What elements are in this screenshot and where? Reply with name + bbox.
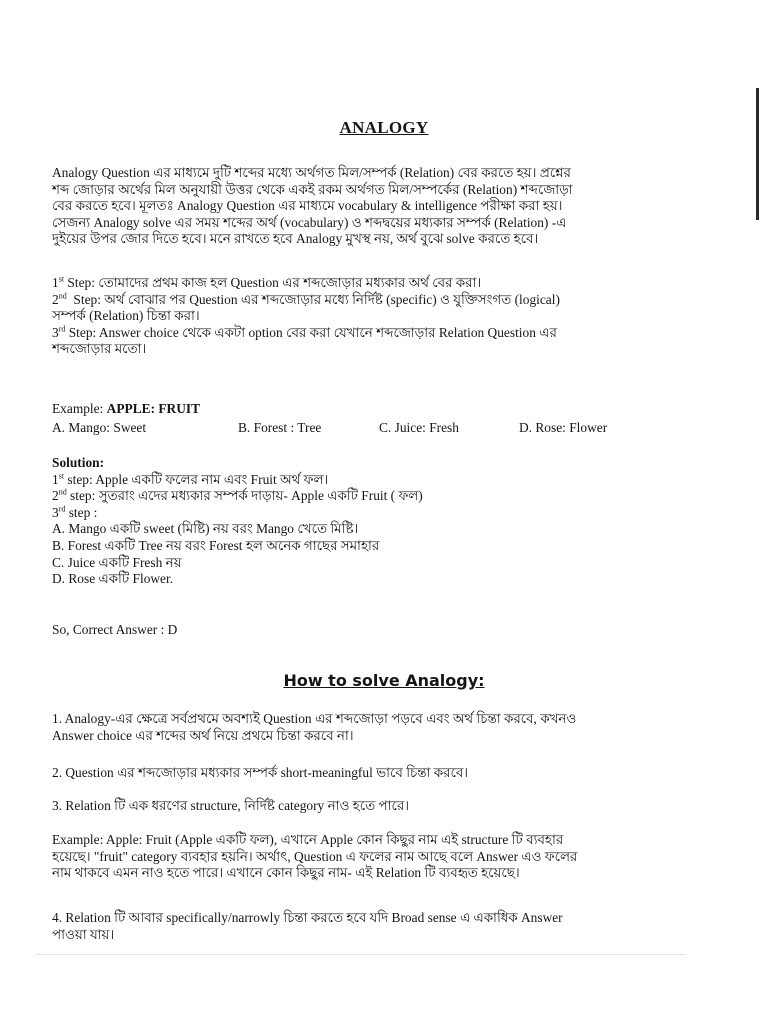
solution-line-a: A. Mango একটি sweet (মিষ্টি) নয় বরং Mango খেতে মিষ্টি।: [52, 521, 359, 537]
how-to-item-2: 2. Question এর শব্দজোড়ার মধ্যকার সম্পর্ক short-meaningful ভাবে চিন্তা করবে।: [52, 765, 469, 780]
step-3: 3rd Step: Answer choice থেকে একটা option বের করা যেখানে শব্দজোড়ার Relation Question এর: [52, 324, 557, 340]
example-label: Example:: [52, 401, 107, 416]
intro-line: সেজন্য Analogy solve এর সময় শব্দের অর্থ (vocabulary) ও শব্দদ্বয়ের মধ্যকার সম্পর্ক (Relation) -এ: [52, 214, 567, 230]
intro-line: বের করতে হবে। মূলতঃ Analogy Question এর মাধ্যমে vocabulary & intelligence পরীক্ষা করা হয়।: [52, 198, 563, 214]
correct-answer: So, Correct Answer : D: [52, 622, 178, 637]
solution-line-d: D. Rose একটি Flower.: [52, 571, 174, 587]
solution-block: [52, 455, 700, 588]
intro-line: Analogy Question এর মাধ্যমে দুটি শব্দের মধ্যে অর্থগত মিল/সম্পর্ক (Relation) বের করতে হয়। প্রশ্নের: [52, 165, 571, 180]
example-line: [52, 401, 700, 418]
step-1: 1st Step: তোমাদের প্রথম কাজ হল Question এর শব্দজোড়ার মধ্যকার অর্থ বের করা।: [52, 274, 482, 290]
solution-heading: Solution:: [52, 455, 105, 470]
solution-line-c: C. Juice একটি Fresh নয়: [52, 554, 182, 570]
intro-line: শব্দ জোড়ার অর্থের মিল অনুযায়ী উত্তর থেকে একই রকম অর্থগত মিল/সম্পর্কের (Relation) শব্দজোড়া: [52, 181, 573, 197]
solution-line-b: B. Forest একটি Tree নয় বরং Forest হল অনেক গাছের সমাহার: [52, 537, 380, 553]
example-options: [52, 420, 712, 438]
solution-step-1: 1st step: Apple একটি ফলের নাম এবং Fruit অর্থ ফল।: [52, 471, 329, 487]
option-c: C. Juice: Fresh: [379, 420, 459, 435]
step-2-cont: সম্পর্ক (Relation) চিন্তা করা।: [52, 308, 200, 324]
document-title: ANALOGY: [339, 118, 429, 137]
how-to-item-1: 1. Analogy-এর ক্ষেত্রে সর্বপ্রথমে অবশ্যই Question এর শব্দজোড়া পড়বে এবং অর্থ চিন্তা করবে, কখনও Answer choice এর শব্দের অর্থ নিয়ে প্রথমে চিন্তা করবে না।: [52, 711, 577, 743]
scan-edge-mark: [756, 88, 759, 220]
how-to-heading: How to solve Analogy:: [283, 671, 485, 690]
intro-paragraph: [52, 165, 700, 248]
intro-line: দুইয়ের উপর জোর দিতে হবে। মনে রাখতে হবে Analogy মুখস্থ নয়, অর্থ বুঝে solve করতে হবে।: [52, 231, 539, 247]
option-b: B. Forest : Tree: [238, 420, 322, 435]
how-to-item-4: 4. Relation টি আবার specifically/narrowly চিন্তা করতে হবে যদি Broad sense এ একাধিক Answer পাওয়া যায়।: [52, 910, 563, 942]
step-2: 2nd Step: অর্থ বোঝার পর Question এর শব্দজোড়ার মধ্যে নির্দিষ্ট (specific) ও যুক্তিসংগত (logical): [52, 291, 560, 307]
option-d: D. Rose: Flower: [519, 420, 608, 435]
step-3-cont: শব্দজোড়ার মতো।: [52, 341, 147, 357]
how-to-item-3: 3. Relation টি এক ধরণের structure, নির্দিষ্ট category নাও হতে পারে।: [52, 798, 409, 813]
bottom-divider: [36, 954, 686, 955]
how-to-example: Example: Apple: Fruit (Apple একটি ফল), এখানে Apple কোন কিছুর নাম এই structure টি ব্যবহার হয়েছে। "fruit" category ব্যবহার হয়নি। অর্থাৎ, Question এ ফলের নাম আছে বলে Answer এও ফলের নাম থাকবে এমন নাও হতে পারে। এখানে কোন কিছুর নাম- এই Relation টি ব্যবহৃত হয়েছে।: [52, 832, 578, 881]
option-a: A. Mango: Sweet: [52, 420, 147, 435]
steps-block: [52, 275, 700, 358]
example-pair: APPLE: FRUIT: [106, 401, 201, 416]
solution-step-2: 2nd step: সুতরাং এদের মধ্যকার সম্পর্ক দাড়ায়- Apple একটি Fruit ( ফল): [52, 487, 423, 504]
solution-step-3: 3rd step :: [52, 504, 98, 520]
